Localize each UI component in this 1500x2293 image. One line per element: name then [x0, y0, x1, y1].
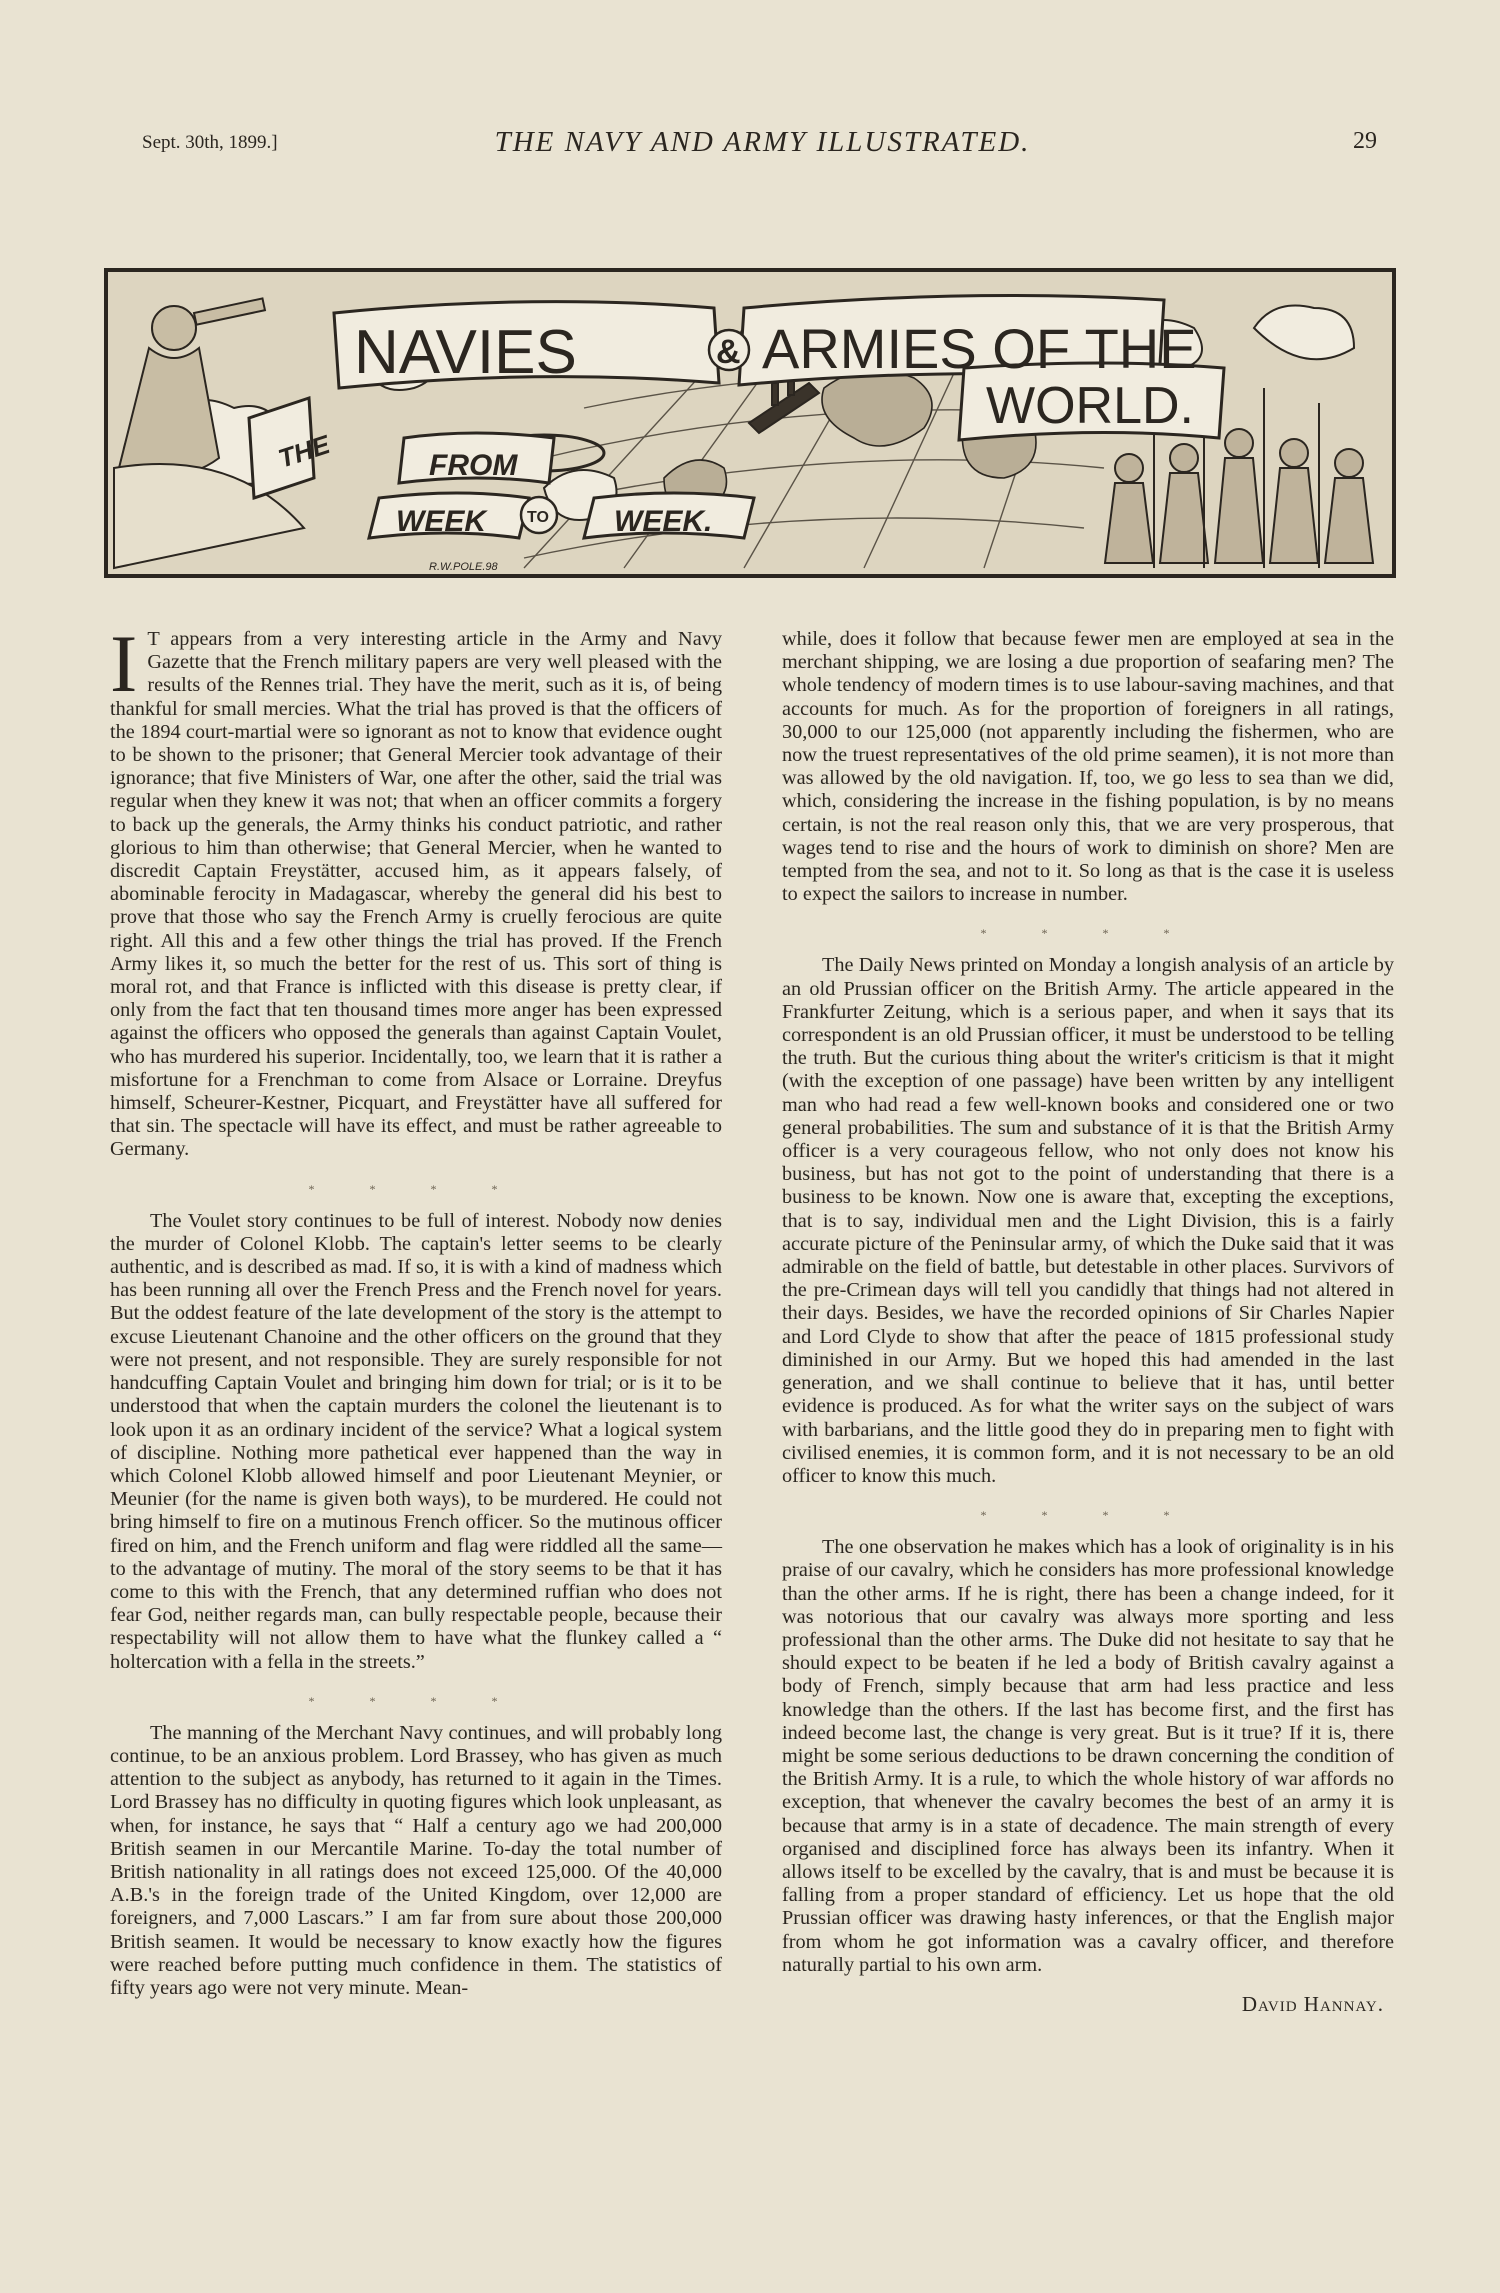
- paragraph-dreyfus-trial: I T appears from a very interesting article in the Army and Navy Gazette that the French military papers are very well pleased with the results of the Rennes trial. They have the merit, such as it is, of being thankful for small mercies. What the trial has proved is that the officers of the 1894 court-martial were so ignorant as not to know that evidence ought to be shown to the prisoner; that General Mercier took advantage of their ignorance; that five Ministers of War, one after the other, said the trial was regular when they knew it was not; that when an officer commits a forgery to back up the generals, the Army thinks his conduct patriotic, and rather glorious to him than otherwise; that General Mercier, when he wanted to discredit Captain Freystätter, accused him, as it appears falsely, of abominable ferocity in Madagascar, whereby the general did his best to prove that those who say the French Army is cruelly ferocious are quite right. All this and a few other things the trial has proved. If the French Army likes it, so much the better for the rest of us. This sort of thing is moral rot, and that France is inflicted with this disease is pretty clear, if only from the fact that ten thousand times more anger has been expressed against the officers who opposed the generals than against Captain Voulet, who has murdered his superior. Incidentally, too, we learn that it is rather a misfortune for a Frenchman to come from Alsace or Lorraine. Dreyfus himself, Scheurer-Kestner, Picquart, and Freystätter have all suffered for that sin. The spectacle will have its effect, and must be rather agreeable to Germany.: [110, 618, 722, 1161]
- banner-navies: NAVIES: [354, 318, 577, 387]
- paragraph-cavalry: The one observation he makes which has a look of originality is in his praise of our cavalry, which he considers has more professional knowledge than the other arms. If he is right, there has been a change indeed, for it was notorious that our cavalry was always more sporting and less professional than the other arms. The Duke did not hesitate to say that he should expect to be beaten if he led a body of British cavalry against a body of French, simply because that arm had less practice and less knowledge than the others. If the last has become first, and the first has indeed become last, the change is very great. But is it true? If it is, there might be some serious deductions to be drawn concerning the condition of the British Army. It is a rule, to which the whole history of war affords no exception, that whenever the cavalry becomes the best of an army it is because that army is in a state of decadence. The main strength of every organised and disciplined force has always been its infantry. When it allows itself to be excelled by the cavalry, that is and must be because it is falling from a proper standard of efficiency. Let us hope that the old Prussian officer was drawing hasty inferences, or that the English major from whom he got information was a cavalry officer, and therefore naturally partial to his own arm.: [782, 1536, 1394, 1976]
- section-separator: * * * *: [980, 926, 1196, 941]
- paragraph-prussian-officer: The Daily News printed on Monday a longish analysis of an article by an old Prussian officer on the British Army. The article appeared in the Frankfurter Zeitung, which is a serious paper, and when it says that its correspondent is an old Prussian officer, it must be understood to be telling the truth. But the curious thing about the writer's criticism is that it might (with the exception of one passage) have been written by any intelligent man who had read a few well-known books and considered one or two general probabilities. The sum and substance of it is that the British Army officer is a very courageous fellow, who not only does not know his business, but has not got to the point of understanding that there is a business to be known. Now one is aware that, excepting the exceptions, that is to say, individual men and the Light Division, this is a fairly accurate picture of the Peninsular army, of which the Duke said that it was admirable on the field of battle, but detestable in other places. Survivors of the pre-Crimean days will tell you candidly that things had not altered in their days. Besides, we have the recorded opinions of Sir Charles Napier and Lord Clyde to show that after the peace of 1815 professional study diminished in our Army. But we hoped this had amended in the last generation, and we shall continue to believe that it has, until better evidence is produced. As for what the writer says on the subject of wars with barbarians, and the little good they do in preparing men to fight with civilised enemies, it is common form, and it is not necessary to be an old officer to know this much.: [782, 954, 1394, 1487]
- banner-from: FROM: [429, 449, 518, 482]
- page-header: [130, 124, 1395, 164]
- section-separator: * * * *: [980, 1508, 1196, 1523]
- section-separator: * * * *: [308, 1693, 524, 1708]
- issue-date: Sept. 30th, 1899.]: [142, 132, 278, 153]
- banner-artwork: [104, 268, 1396, 578]
- banner-artist-signature: R.W.POLE.98: [429, 561, 498, 573]
- article-column-left: [110, 618, 722, 2000]
- banner-to: TO: [527, 509, 549, 526]
- paragraph-merchant-navy: The manning of the Merchant Navy continues, and will probably long continue, to be an anxious problem. Lord Brassey, who has given as much attention to the subject as anybody, has returned to it again in the Times. Lord Brassey has no difficulty in quoting figures which look unpleasant, as when, for instance, he says that “ Half a century ago we had 200,000 British seamen in our Mercantile Marine. To-day the total number of British nationality in all ratings does not exceed 125,000. Of the 40,000 A.B.'s in the foreign trade of the United Kingdom, over 12,000 are foreigners, and 7,000 Lascars.” I am far from sure about those 200,000 British seamen. It would be necessary to know exactly how the figures were reached before putting much confidence in them. The statistics of fifty years ago were not very minute. Mean-: [110, 1721, 722, 1999]
- banner-world: WORLD.: [986, 377, 1194, 435]
- article-column-right: [782, 628, 1394, 2016]
- paragraph-seafaring-continued: while, does it follow that because fewer men are employed at sea in the merchant shipping, we are losing a due proportion of seafaring men? The whole tendency of modern times is to use labour-saving machines, and that accounts for much. As for the proportion of foreigners in all ratings, 30,000 to our 125,000 (not apparently including the fishermen, who are now the truest representatives of the old prime seamen), it is not more than was allowed by the old navigation. If, too, we go less to sea than we did, which, considering the increase in the fishing population, is by no means certain, is not the real reason only this, that we are very prosperous, that wages tend to rise and the hours of work to diminish on shore? Men are tempted from the sea, and not to it. So long as that is the case it is useless to expect the sailors to increase in number.: [782, 628, 1394, 906]
- banner-week-1: WEEK: [396, 505, 486, 538]
- paragraph-voulet-story: The Voulet story continues to be full of interest. Nobody now denies the murder of Colonel Klobb. The captain's letter seems to be clearly authentic, and is described as mad. If so, it is with a kind of madness which has been running all over the French Press and the French novel for years. But the oddest feature of the late development of the story is the attempt to excuse Lieutenant Chanoine and the other officers on the ground that they were not present, and not responsible. They are surely responsible for not handcuffing Captain Voulet and bringing him down for trial; or is it to be understood that when the captain murders the colonel the lieutenant is to look upon it as an ordinary incident of the service? What a logical system of discipline. Nothing more pathetical ever happened than the way in which Colonel Klobb allowed himself and poor Lieutenant Meynier, or Meunier (for the name is given both ways), to be murdered. He could not bring himself to fire on a mutinous French officer. So the mutinous officer fired on him, and the French uniform and flag were riddled all the same—to the advantage of mutiny. The moral of the story seems to be that it has come to this with the French, that any determined ruffian who does not fear God, neither regards man, can bully respectable people, because their respectability will not allow them to have what the flunkey called a “ holtercation with a fella in the streets.”: [110, 1209, 722, 1673]
- banner-the: THE: [274, 429, 334, 474]
- banner-ampersand: &: [716, 333, 741, 371]
- section-banner-illustration: [104, 268, 1396, 578]
- drop-cap: I: [110, 618, 138, 709]
- banner-armies-of-the: ARMIES OF THE: [762, 317, 1197, 380]
- banner-week-2: WEEK.: [614, 505, 713, 538]
- author-signature: David Hannay.: [1241, 1991, 1384, 2016]
- page-number: 29: [1353, 128, 1377, 154]
- publication-title: THE NAVY AND ARMY ILLUSTRATED.: [494, 126, 1031, 158]
- section-separator: * * * *: [308, 1181, 524, 1196]
